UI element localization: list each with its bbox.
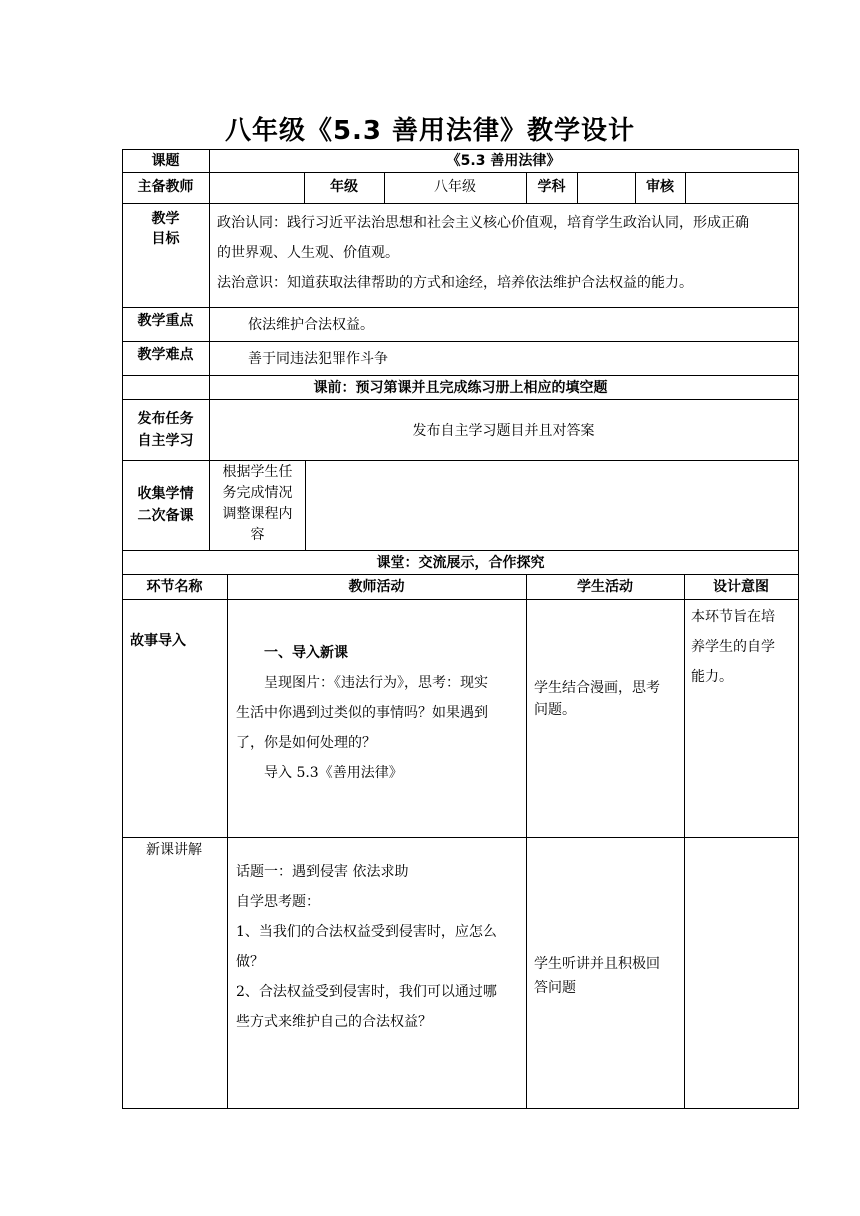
grade-label: 年级 [330,179,358,195]
header-intent: 设计意图 [713,579,769,595]
stage-story-intro: 故事导入 [130,633,186,649]
difficulty-label: 教学难点 [137,347,194,363]
design-intent-intro: 本环节旨在培 养学生的自学 能力。 [691,609,775,685]
task-label: 发布任务 自主学习 [137,411,194,449]
question-two: 2、合法权益受到侵害时，我们可以通过哪 [236,984,497,1000]
question-one: 1、当我们的合法权益受到侵害时，应怎么 [236,924,497,940]
goals-content: 政治认同：践行习近平法治思想和社会主义核心价值观，培育学生政治认同，形成正确 的世界观、人生观、价值观。 法治意识：知道获取法律帮助的方式和途经，培养依法维护合法权益的能力。 [217,208,797,298]
goals-label: 教学 目标 [151,211,180,247]
task-value: 发布自主学习题目并且对答案 [412,423,595,439]
subject-label: 学科 [537,179,566,195]
topic-one: 话题一：遇到侵害 依法求助 [236,864,409,880]
document-title: 八年级《5.3 善用法律》教学设计 [224,116,636,146]
key-label: 教学重点 [137,313,194,329]
grade-value: 八年级 [434,179,476,195]
difficulty-value: 善于同违法犯罪作斗争 [248,351,388,367]
pre-class-banner: 课前：预习第课并且完成练习册上相应的填空题 [313,380,608,396]
topic-label: 课题 [151,153,180,169]
teacher-activity-lesson: 话题一：遇到侵害 依法求助 自学思考题： 1、当我们的合法权益受到侵害时，应怎么 做？ 2、合法权益受到侵害时，我们可以通过哪 些方式来维护自己的合法权益？ [236,857,522,1037]
key-value: 依法维护合法权益。 [248,317,374,333]
topic-value: 《5.3 善用法律》 [446,153,561,169]
stage-new-lesson: 新课讲解 [146,842,202,858]
collect-label: 收集学情 二次备课 [137,486,194,524]
goal-political: 政治认同：践行习近平法治思想和社会主义核心价值观，培育学生政治认同，形成正确 [217,215,749,231]
collect-value: 根据学生任 务完成情况 调整课程内 容 [222,464,293,543]
review-label: 审核 [646,179,674,195]
in-class-banner: 课堂：交流展示，合作探究 [376,555,545,571]
header-stage: 环节名称 [146,579,203,595]
student-activity-intro: 学生结合漫画，思考 问题。 [534,680,660,718]
goal-legal: 法治意识：知道获取法律帮助的方式和途经，培养依法维护合法权益的能力。 [217,275,693,291]
header-teacher: 教师活动 [348,579,405,595]
lead-teacher-label: 主备教师 [137,179,194,195]
student-activity-lesson: 学生听讲并且积极回 答问题 [534,956,660,996]
teacher-activity-intro: 一、导入新课 呈现图片：《违法行为》，思考：现实 生活中你遇到过类似的事情吗？如果遇到 了，你是如何处理的？ 导入 5.3《善用法律》 [236,638,522,788]
teacher-heading: 一、导入新课 [264,645,348,661]
header-student: 学生活动 [577,579,633,595]
